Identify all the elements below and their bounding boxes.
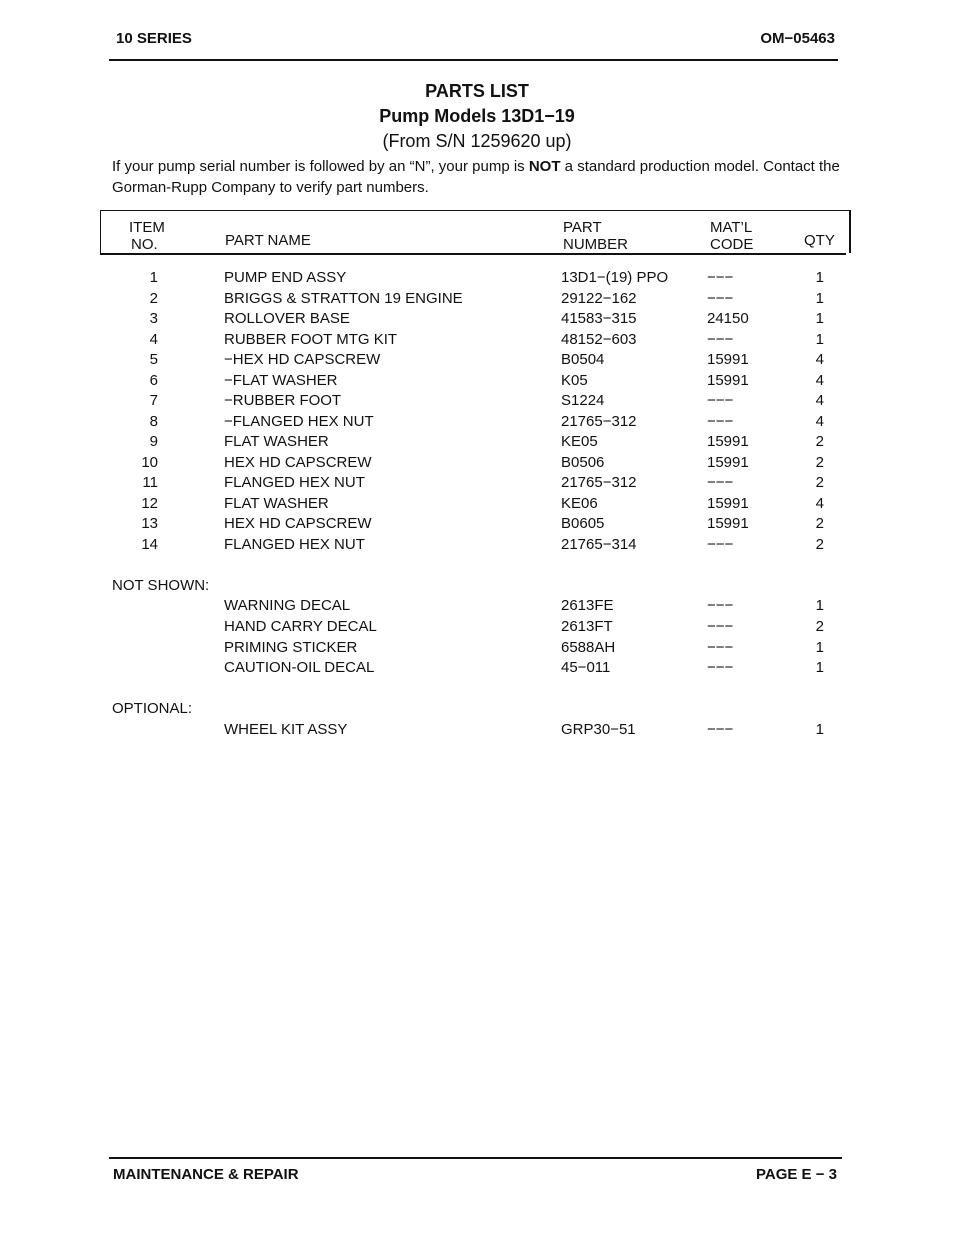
table-row	[0, 453, 954, 473]
header-rule	[109, 59, 838, 61]
material-code: −−−	[707, 597, 734, 614]
part-number: B0506	[561, 453, 605, 471]
material-code: −−−	[707, 618, 734, 635]
table-row	[0, 514, 954, 534]
part-number: 2613FE	[561, 597, 614, 614]
table-row	[0, 350, 954, 370]
part-number: GRP30−51	[561, 721, 636, 738]
quantity: 1	[815, 289, 824, 307]
part-name: PUMP END ASSY	[224, 269, 347, 286]
quantity: 2	[815, 474, 824, 491]
table-row	[0, 371, 954, 391]
part-number: B0605	[561, 515, 605, 532]
table-row	[0, 535, 954, 555]
part-name: HEX HD CAPSCREW	[224, 515, 372, 532]
part-number: S1224	[561, 392, 605, 409]
table-row	[0, 309, 954, 329]
col-header-item-2: NO.	[131, 236, 158, 253]
table-row	[0, 473, 954, 493]
col-header-mat-1: MAT’L	[710, 219, 753, 236]
material-code: 15991	[707, 351, 749, 368]
material-code: 15991	[707, 515, 749, 532]
material-code: −−−	[707, 330, 734, 348]
page-subtitle: Pump Models 13D1−19	[379, 106, 575, 126]
part-number: 6588AH	[561, 638, 616, 656]
part-number: 48152−603	[561, 330, 637, 348]
quantity: 1	[815, 597, 824, 614]
material-code: −−−	[707, 536, 734, 553]
optional-label: OPTIONAL:	[112, 700, 193, 717]
quantity: 2	[815, 453, 824, 471]
material-code: 15991	[707, 494, 749, 512]
part-name: FLAT WASHER	[224, 433, 329, 450]
quantity: 4	[815, 392, 824, 409]
part-number: 21765−312	[561, 474, 637, 491]
footer-section: MAINTENANCE & REPAIR	[113, 1166, 299, 1183]
table-row	[0, 638, 954, 658]
quantity: 1	[815, 269, 824, 286]
table-row	[0, 289, 954, 309]
part-name: FLAT WASHER	[224, 494, 329, 512]
part-number: 21765−314	[561, 536, 637, 553]
quantity: 2	[815, 618, 824, 635]
material-code: −−−	[707, 638, 734, 656]
part-number: 2613FT	[561, 618, 613, 635]
material-code: 24150	[707, 310, 749, 327]
part-name: HEX HD CAPSCREW	[224, 453, 372, 471]
item-number: 3	[149, 310, 158, 327]
part-number: K05	[561, 371, 588, 389]
quantity: 1	[815, 310, 824, 327]
item-number: 10	[141, 453, 158, 471]
intro-note	[112, 156, 852, 198]
item-number: 8	[149, 412, 158, 430]
table-row	[0, 432, 954, 452]
material-code: 15991	[707, 433, 749, 450]
part-number: KE05	[561, 433, 598, 450]
part-name: −FLAT WASHER	[224, 371, 338, 389]
table-header-bottom-rule	[100, 253, 846, 255]
quantity: 2	[815, 433, 824, 450]
material-code: −−−	[707, 269, 734, 286]
not-shown-label: NOT SHOWN:	[112, 577, 210, 594]
quantity: 1	[815, 659, 824, 676]
part-name: PRIMING STICKER	[224, 638, 358, 656]
col-header-qty: QTY	[804, 232, 835, 249]
quantity: 2	[815, 515, 824, 532]
part-name: −FLANGED HEX NUT	[224, 412, 374, 430]
intro-text-after: a standard production model. Contact the Gorman-Rupp Company to verify part numbers.	[112, 158, 840, 196]
table-row	[0, 412, 954, 432]
item-number: 9	[149, 433, 158, 450]
part-number: B0504	[561, 351, 605, 368]
col-header-item-1: ITEM	[129, 219, 165, 236]
header-doc-number: OM−05463	[760, 30, 835, 47]
part-name: WHEEL KIT ASSY	[224, 721, 348, 738]
intro-text-bold: NOT	[528, 158, 561, 175]
part-name: −RUBBER FOOT	[224, 392, 342, 409]
part-name: −HEX HD CAPSCREW	[224, 351, 381, 368]
table-row	[0, 330, 954, 350]
material-code: −−−	[707, 412, 734, 430]
col-header-mat-2: CODE	[710, 236, 754, 253]
part-name: FLANGED HEX NUT	[224, 474, 365, 491]
quantity: 1	[815, 721, 824, 738]
item-number: 13	[141, 515, 158, 532]
part-number: 21765−312	[561, 412, 637, 430]
part-name: RUBBER FOOT MTG KIT	[224, 330, 398, 348]
part-number: 45−011	[561, 659, 611, 676]
quantity: 4	[815, 494, 824, 512]
col-header-part-name: PART NAME	[225, 232, 311, 249]
col-header-part-1: PART	[563, 219, 602, 236]
table-row	[0, 391, 954, 411]
item-number: 2	[149, 289, 158, 307]
serial-range: (From S/N 1259620 up)	[382, 131, 572, 151]
table-row	[0, 617, 954, 637]
material-code: 15991	[707, 371, 749, 389]
item-number: 14	[141, 536, 158, 553]
item-number: 1	[149, 269, 158, 286]
item-number: 11	[142, 474, 158, 491]
part-name: BRIGGS & STRATTON 19 ENGINE	[224, 289, 463, 307]
table-row	[0, 596, 954, 616]
table-header-right-rule	[849, 210, 851, 253]
material-code: 15991	[707, 453, 749, 471]
part-number: 29122−162	[561, 289, 637, 307]
table-row	[0, 494, 954, 514]
quantity: 4	[815, 371, 824, 389]
intro-text-before: If your pump serial number is followed by an “N”, your pump is	[112, 158, 529, 175]
footer-rule	[109, 1157, 842, 1159]
table-row	[0, 268, 954, 288]
item-number: 6	[149, 371, 158, 389]
quantity: 1	[815, 638, 824, 656]
part-number: KE06	[561, 494, 598, 512]
col-header-part-2: NUMBER	[563, 236, 629, 253]
table-row	[0, 658, 954, 678]
table-row	[0, 720, 954, 740]
part-name: ROLLOVER BASE	[224, 310, 350, 327]
material-code: −−−	[707, 659, 734, 676]
quantity: 1	[815, 330, 824, 348]
header-series: 10 SERIES	[116, 30, 192, 47]
item-number: 4	[149, 330, 158, 348]
part-name: HAND CARRY DECAL	[224, 618, 377, 635]
page-title: PARTS LIST	[425, 81, 529, 101]
part-name: FLANGED HEX NUT	[224, 536, 365, 553]
part-name: WARNING DECAL	[224, 597, 351, 614]
quantity: 4	[815, 412, 824, 430]
material-code: −−−	[707, 721, 734, 738]
material-code: −−−	[707, 289, 734, 307]
material-code: −−−	[707, 392, 734, 409]
item-number: 7	[149, 392, 158, 409]
part-number: 41583−315	[561, 310, 637, 327]
material-code: −−−	[707, 474, 734, 491]
item-number: 12	[141, 494, 158, 512]
quantity: 2	[815, 536, 824, 553]
footer-page-number: PAGE E − 3	[755, 1166, 837, 1183]
part-name: CAUTION-OIL DECAL	[224, 659, 375, 676]
quantity: 4	[815, 351, 824, 368]
part-number: 13D1−(19) PPO	[561, 269, 669, 286]
item-number: 5	[149, 351, 158, 368]
